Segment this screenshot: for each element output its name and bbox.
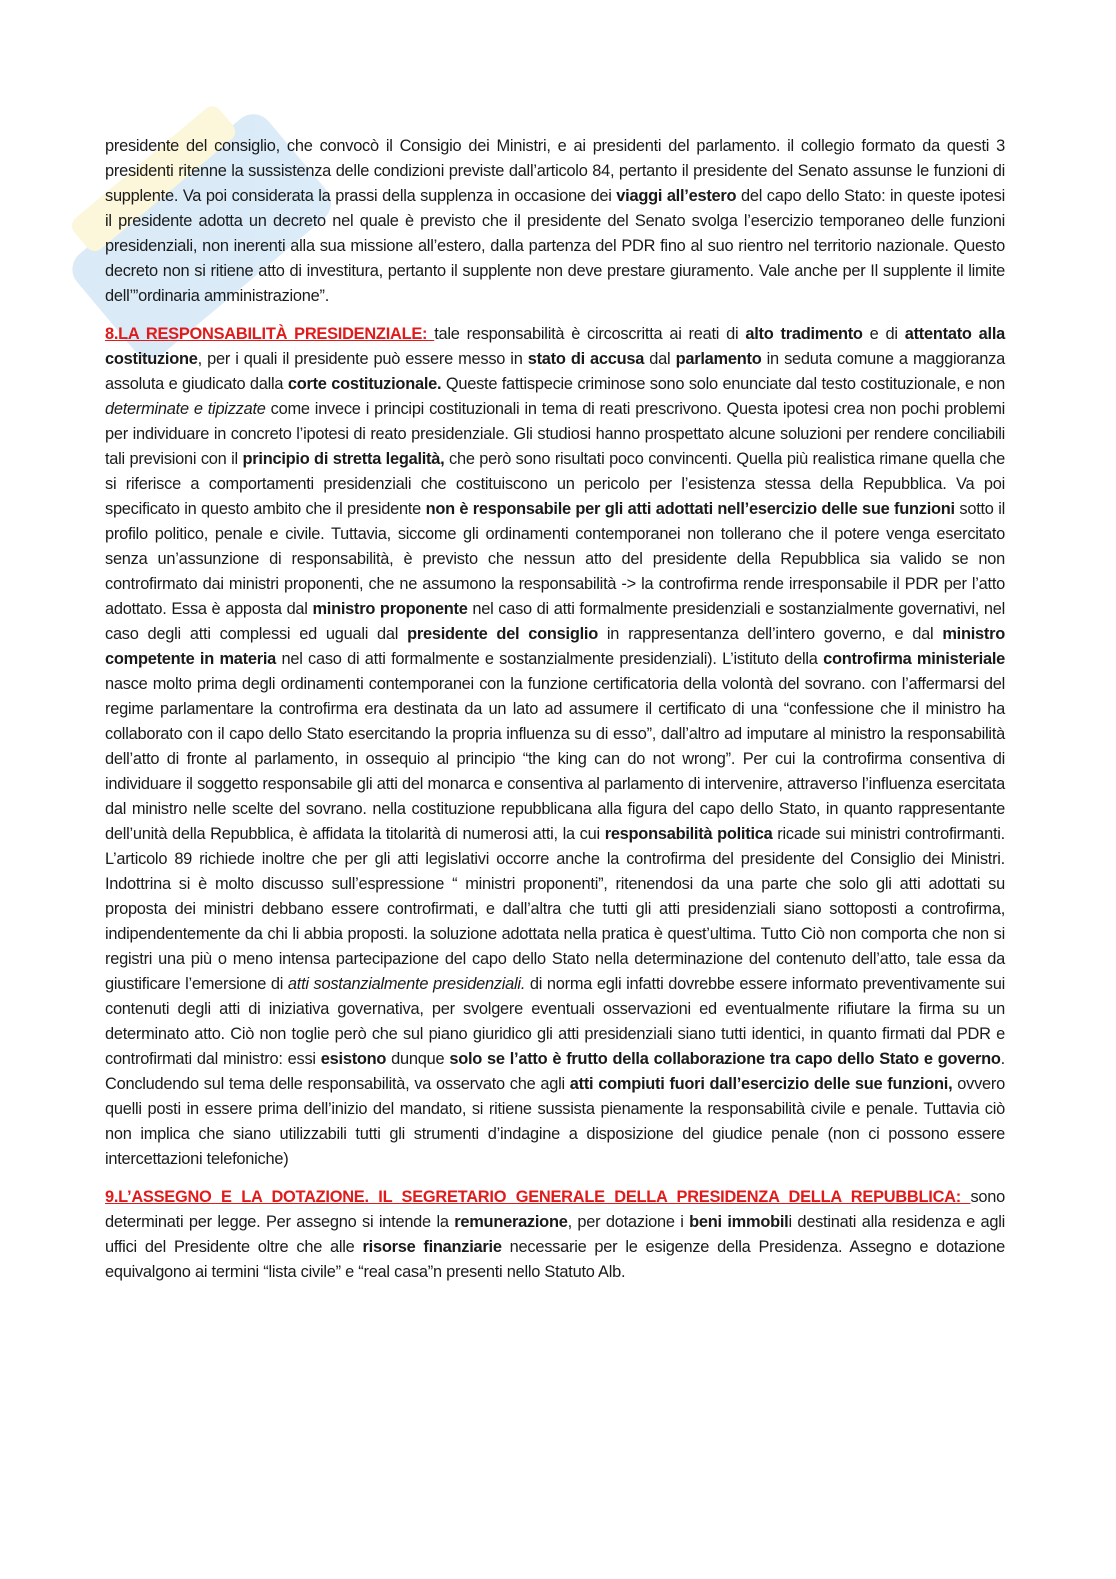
- body-text: Queste fattispecie criminose sono solo enunciate dal testo costituzionale, e non: [441, 375, 1005, 393]
- body-text: necessarie per le esigenze della Presidenza. Assegno e dotazione equivalgono ai termini “lista civile” e “real casa”n presenti nello Statuto Alb.: [105, 1238, 1005, 1281]
- body-text: tale responsabilità è circoscritta ai reati di: [434, 325, 746, 343]
- body-text: dal: [644, 350, 676, 368]
- bold-text: presidente del consiglio: [407, 625, 598, 643]
- body-text: , per i quali il presidente può essere messo in: [197, 350, 528, 368]
- bold-text: beni immobil: [689, 1213, 789, 1231]
- bold-text: ministro proponente: [312, 600, 468, 618]
- body-text: nel caso di atti formalmente presidenziali e sostanzialmente governativi, nel caso degli atti complessi ed uguali dal: [105, 600, 1005, 643]
- section-heading: 9.L’ASSEGNO E LA DOTAZIONE. IL SEGRETARIO GENERALE DELLA PRESIDENZA DELLA REPUBBLICA:: [105, 1188, 971, 1206]
- body-text: , per dotazione i: [567, 1213, 690, 1231]
- body-text: ovvero quelli posti in essere prima dell’inizio del mandato, si ritiene sussista pienamente la responsabilità civile e penale. Tuttavia ciò non implica che siano utilizzabili tutti gli strumenti d’indagine a disposizione del giudice penale (non ci possono essere intercettazioni telefoniche): [105, 1075, 1005, 1168]
- body-text: dunque: [386, 1050, 450, 1068]
- body-text: nasce molto prima degli ordinamenti contemporanei con la funzione certificatoria della volontà del sovrano. con l’affermarsi del regime parlamentare la controfirma era destinata da un lato ad assumere il certificato di una “confessione che il ministro ha collaborato con il capo dello Stato esercitando la propria influenza su di esso”, dall’altro ad imputare al ministro la responsabilità dell’atto di fronte al parlamento, in ossequio al principio “the king can do not wrong”. Per cui la controfirma consentiva di individuare il soggetto responsabile gli atti del monarca e consentiva al parlamento di intervenire, attraverso l’influenza esercitata dal ministro nelle scelte del sovrano. nella costituzione repubblicana alla figura del capo dello Stato, in quanto rappresentante dell’unità della Repubblica, è affidata la titolarità di numerosi atti, la cui: [105, 675, 1005, 843]
- body-text: del capo dello Stato: in queste ipotesi il presidente adotta un decreto nel quale è previsto che il presidente del Senato svolga l’esercizio temporaneo delle funzioni presidenziali, non inerenti alla sua missione all’estero, dalla partenza del PDR fino al suo rientro nel territorio nazionale. Questo decreto non si ritiene atto di investitura, pertanto il supplente non deve prestare giuramento. Vale anche per Il supplente il limite dell’”ordinaria amministrazione”.: [105, 187, 1005, 305]
- body-text: . Concludendo sul tema delle responsabilità, va osservato che agli: [105, 1050, 1005, 1093]
- bold-text: atti compiuti fuori dall’esercizio delle sue funzioni,: [569, 1075, 953, 1093]
- bold-text: principio di stretta legalità,: [242, 450, 445, 468]
- bold-text: solo se l’atto è frutto della collaborazione tra capo dello Stato e governo: [449, 1050, 1001, 1068]
- body-text: sono determinati per legge. Per assegno si intende la: [105, 1188, 1005, 1231]
- bold-text: ministro competente in materia: [105, 625, 1006, 668]
- italic-text: atti sostanzialmente presidenziali.: [287, 975, 526, 993]
- body-text: sotto il profilo politico, penale e civile. Tuttavia, siccome gli ordinamenti contemporanei non tollerano che il potere venga esercitato senza un’assunzione di responsabilità, è previsto che nessun atto del presidente della Repubblica sia valido se non controfirmato dai ministri proponenti, che ne assumono la responsabilità -> la controfirma rende irresponsabile il PDR per l’atto adottato. Essa è apposta dal: [105, 500, 1005, 618]
- bold-text: non è responsabile per gli atti adottati nell’esercizio delle sue funzioni: [425, 500, 955, 518]
- bold-text: attentato alla costituzione: [105, 325, 1005, 368]
- body-text: in seduta comune a maggioranza assoluta e giudicato dalla: [105, 350, 1005, 393]
- section-heading: 8.LA RESPONSABILITÀ PRESIDENZIALE:: [105, 325, 435, 343]
- document-page: [105, 134, 1005, 1298]
- bold-text: corte costituzionale.: [287, 375, 442, 393]
- bold-text: parlamento: [675, 350, 762, 368]
- body-text: ricade sui ministri controfirmanti. L’articolo 89 richiede inoltre che per gli atti legislativi occorre anche la controfirma del presidente del Consiglio dei Ministri. Indottrina si è molto discusso sull’espressione “ ministri proponenti”, ritenendosi da una parte che solo gli atti adottati su proposta dei ministri debbano essere controfirmati, e dall’altra che tutti gli atti presidenziali siano sottoposti a controfirma, indipendentemente da chi li abbia proposti. la soluzione adottata nella pratica è quest’ultima. Tutto Ciò non comporta che non si registri una più o meno intensa partecipazione del capo dello Stato nella determinazione del contenuto dell’atto, tale essa da giustificare l’emersione di: [105, 825, 1005, 993]
- body-text: presidente del consiglio, che convocò il Consigio dei Ministri, e ai presidenti del parlamento. il collegio formato da questi 3 presidenti ritenne la sussistenza delle condizioni previste dall’articolo 84, pertanto il presidente del Senato assunse le funzioni di supplente. Va poi considerata la prassi della supplenza in occasione dei: [105, 137, 1005, 205]
- bold-text: esistono: [320, 1050, 387, 1068]
- bold-text: responsabilità politica: [604, 825, 773, 843]
- body-text: come invece i principi costituzionali in tema di reati prescrivono. Questa ipotesi crea non pochi problemi per individuare in concreto l’ipotesi di reato presidenziale. Gli studiosi hanno prospettato alcune soluzioni per rendere conciliabili tali previsioni con il: [105, 400, 1005, 468]
- body-text: di norma egli infatti dovrebbe essere informato preventivamente sui contenuti degli atti di iniziativa governativa, per svolgere eventuali osservazioni ed eventualmente rifiutare la firma su un determinato atto. Ciò non toglie però che sul piano giuridico gli atti presidenziali siano tutti identici, in quanto firmati dal PDR e controfirmati dal ministro: essi: [105, 975, 1006, 1068]
- body-text: che però sono risultati poco convincenti. Quella più realistica rimane quella che si riferisce a comportamenti presidenziali che costituiscono un pericolo per l’esistenza stessa della Repubblica. Va poi specificato in questo ambito che il presidente: [105, 450, 1005, 518]
- intro-paragraph: [105, 134, 1005, 309]
- section-9-paragraph: [105, 1185, 1005, 1285]
- section-8-paragraph: [105, 322, 1005, 1172]
- bold-text: risorse finanziarie: [362, 1238, 502, 1256]
- bold-text: stato di accusa: [527, 350, 645, 368]
- bold-text: remunerazione: [454, 1213, 568, 1231]
- body-text: e di: [862, 325, 905, 343]
- body-text: i destinati alla residenza e agli uffici del Presidente oltre che alle: [105, 1213, 1005, 1256]
- bold-text: viaggi all’estero: [616, 187, 737, 205]
- bold-text: controfirma ministeriale: [823, 650, 1005, 668]
- italic-text: determinate e tipizzate: [105, 400, 266, 418]
- body-text: in rappresentanza dell’intero governo, e dal: [597, 625, 943, 643]
- body-text: nel caso di atti formalmente e sostanzialmente presidenziali). L’istituto della: [276, 650, 824, 668]
- bold-text: alto tradimento: [745, 325, 863, 343]
